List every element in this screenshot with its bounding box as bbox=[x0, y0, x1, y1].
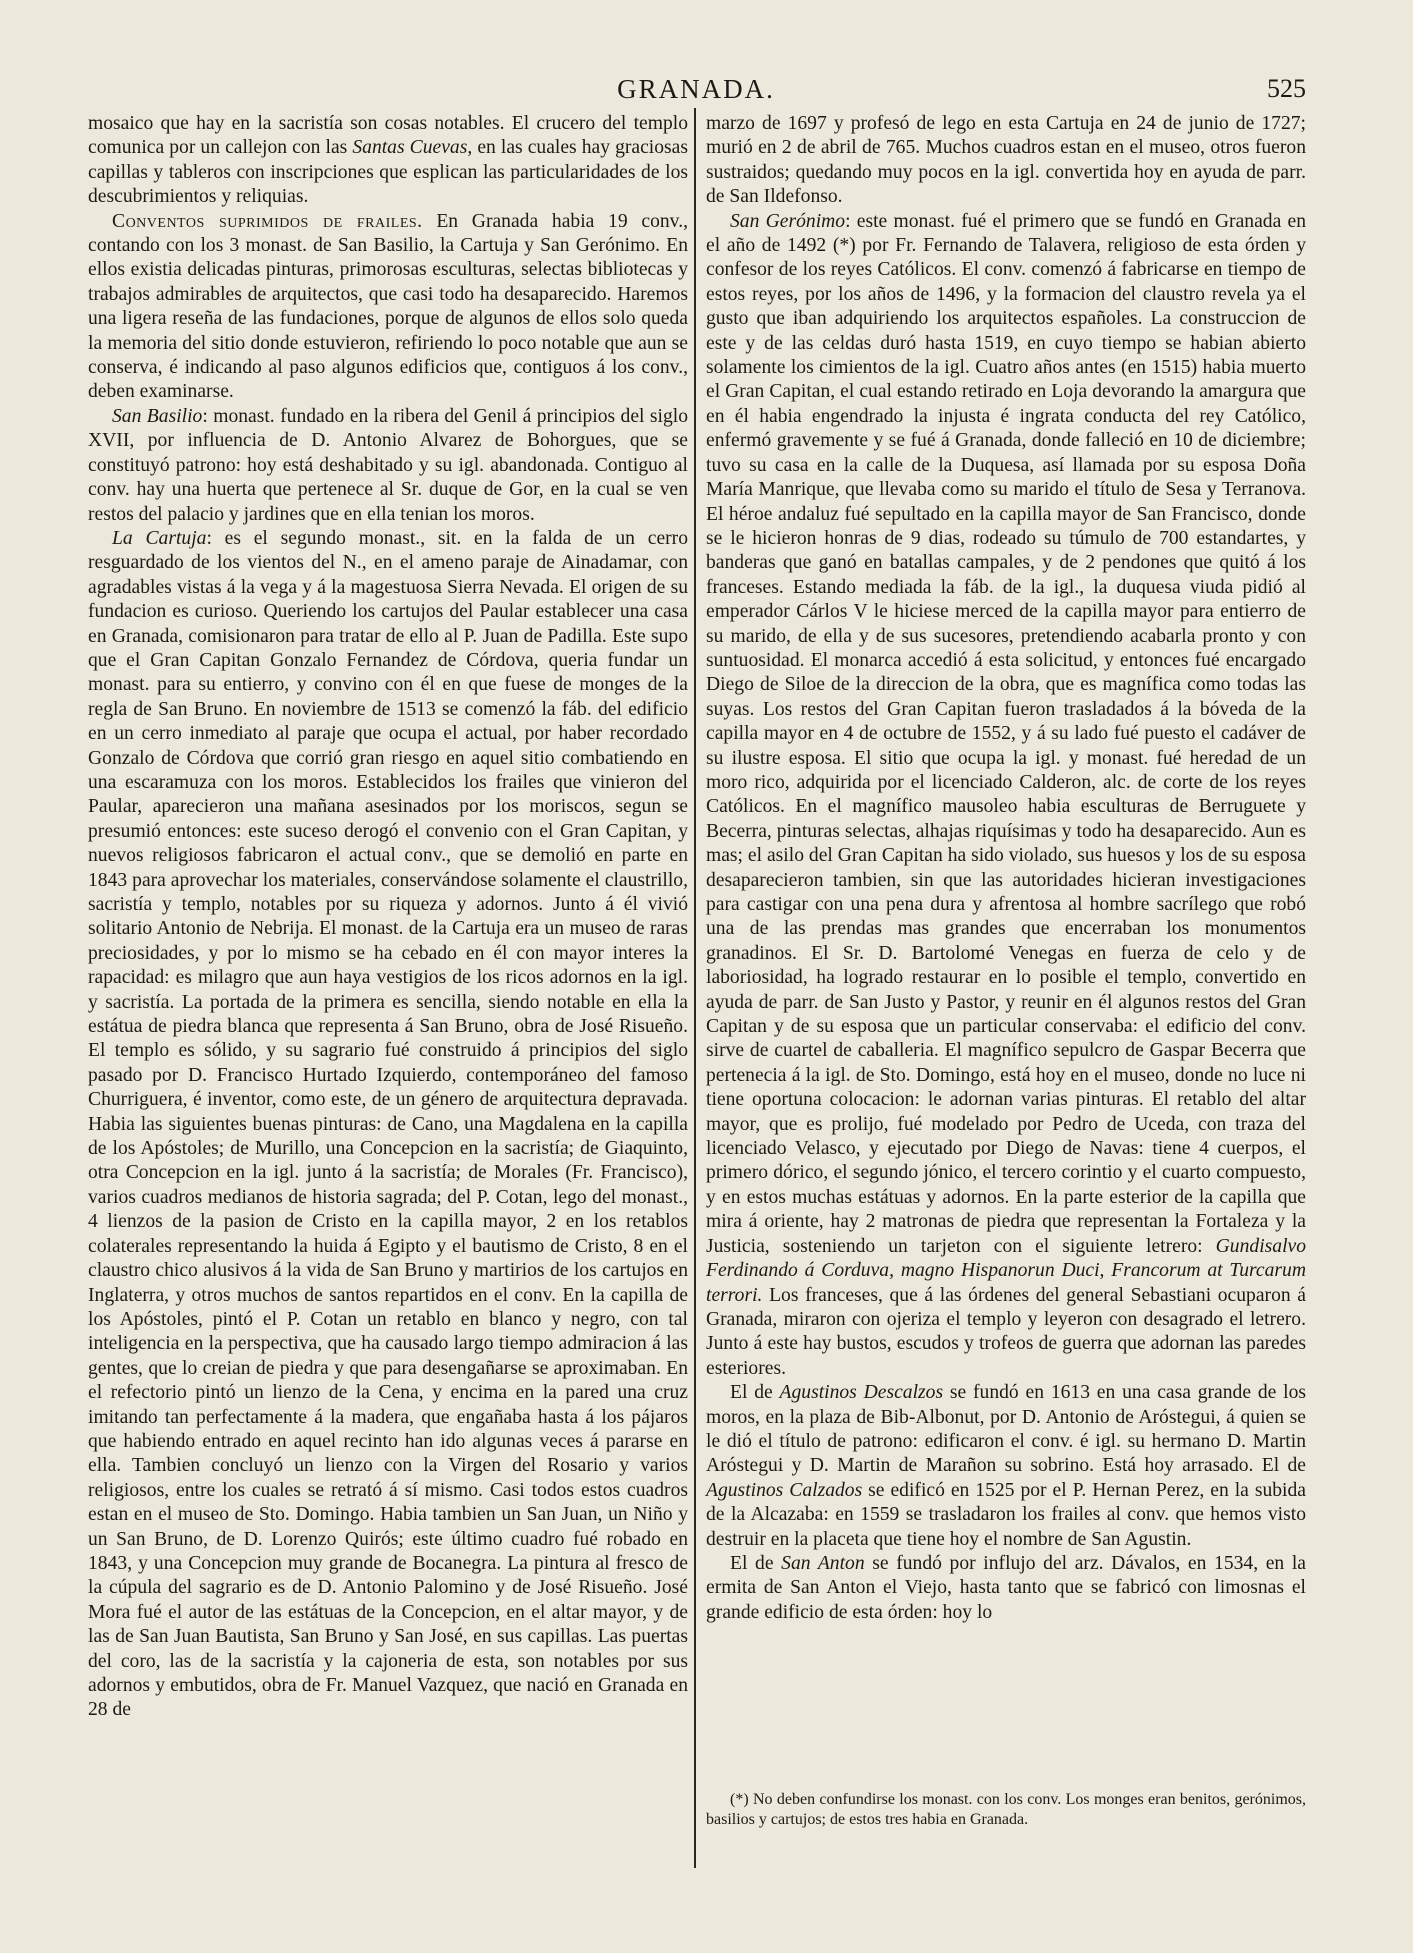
paragraph-text: marzo de 1697 y profesó de lego en esta Cartuja en 24 de junio de 1727; murió en 2 de abril de 765. Muchos cuadros estan en el museo, otros fueron sustraidos; quedando muy pocos en la igl. convertida hoy en ayuda de parr. de San Ildefonso. bbox=[706, 113, 1306, 208]
paragraph bbox=[88, 210, 688, 405]
paragraph bbox=[706, 1552, 1306, 1625]
right-column bbox=[706, 112, 1306, 1625]
page-number: 525 bbox=[1267, 74, 1306, 103]
paragraph-text: En Granada habia 19 conv., contando con los 3 monast. de San Basilio, la Cartuja y San Gerónimo. En ellos existia delicadas pinturas, primorosas esculturas, selectas bibliotecas y trabajos admirables de arquitectos, que casi todo ha desaparecido. Haremos una ligera reseña de las fundaciones, porque de algunos de ellos solo queda la memoria del sitio donde estuvieron, refiriendo lo poco notable que aun se conserva, é indicando al paso algunos edificios que, contiguos á los conv., deben examinarse. bbox=[88, 210, 688, 403]
paragraph-text: Los franceses, que á las órdenes del general Sebastiani ocuparon á Granada, miraron con ojeriza el templo y leyeron con desagrado el letrero. Junto á este hay bustos, escudos y trofeos de guerra que adornan las paredes esteriores. bbox=[706, 1284, 1306, 1379]
footnote-text: (*) No deben confundirse los monast. con los conv. Los monges eran benitos, gerónimos, basilios y cartujos; de estos tres habia en Granada. bbox=[706, 1791, 1306, 1828]
paragraph bbox=[706, 112, 1306, 210]
paragraph-text: : este monast. fué el primero que se fundó en Granada en el año de 1492 (*) por Fr. Fernando de Talavera, religioso de esta órden y confesor de los reyes Católicos. El conv. comenzó á fabricarse en tiempo de estos reyes, por los años de 1496, y la formacion del claustro revela ya el gusto que iban adquiriendo los arquitectos españoles. La construccion de este y de las celdas duró hasta 1519, en cuyo tiempo se habian abierto solamente los cimientos de la igl. Cuatro años antes (en 1515) habia muerto el Gran Capitan, el cual estando retirado en Loja devorando la amargura que en él habia engendrado la injusta é ingrata conducta del rey Católico, enfermó gravemente y se fué á Granada, donde falleció en 10 de diciembre; tuvo su casa en la calle de la Duquesa, así llamada por su esposa Doña María Manrique, que llevaba como su marido el título de Sesa y Terranova. El héroe andaluz fué sepultado en la capilla mayor de San Francisco, donde se le hicieron honras de 9 dias, rodeado su túmulo de 700 estandartes, y banderas que ganó en batallas campales, y de 2 pendones que quitó á los franceses. Estando mediada la fáb. de la igl., la duquesa viuda pidió al emperador Cárlos V le hiciese merced de la capilla mayor para entierro de su marido, de ella y de sus sucesores, pretendiendo acabarla pronto y con suntuosidad. El monarca accedió á esta solicitud, y entonces fué encargado Diego de Siloe de la direccion de la obra, que es magnífica como todas las suyas. Los restos del Gran Capitan fueron trasladados á la bóveda de la capilla mayor en 4 de octubre de 1552, y á su lado fué puesto el cadáver de su ilustre esposa. El sitio que ocupa la igl. y monast. fué heredad de un moro rico, adquirida por el licenciado Calderon, alc. de corte de los reyes Católicos. En el magnífico mausoleo habia esculturas de Berruguete y Becerra, pinturas selectas, alhajas riquísimas y todo ha desaparecido. Aun es mas; el asilo del Gran Capitan ha sido violado, sus huesos y los de su esposa desaparecieron tambien, sin que las autoridades hicieran investigaciones para castigar con una pena dura y afrentosa al hombre sacrílego que robó una de las prendas mas grandes que encerraban los monumentos granadinos. El Sr. D. Bartolomé Venegas en fuerza de celo y de laboriosidad, ha logrado restaurar en lo posible el templo, convertido en ayuda de parr. de San Justo y Pastor, y reunir en él algunos restos del Gran Capitan y de su esposa que un particular conservaba: el edificio del conv. sirve de cuartel de caballeria. El magnífico sepulcro de Gaspar Becerra que pertenecia á la igl. de Sto. Domingo, está hoy en el museo, donde no luce ni tiene oportuna colocacion: le adornan varias pinturas. El retablo del altar mayor, que es prolijo, fué modelado por Pedro de Uceda, con traza del licenciado Velasco, y ejecutado por Diego de Navas: tiene 4 cuerpos, el primero dórico, el segundo jónico, el tercero corintio y el cuarto compuesto, y en estos muchas estátuas y adornos. En la parte esterior de la capilla que mira á oriente, hay 2 matronas de piedra que representan la Fortaleza y la Justicia, sosteniendo un tarjeton con el siguiente letrero: bbox=[706, 210, 1307, 1257]
italic-term: La Cartuja bbox=[112, 527, 207, 549]
paragraph bbox=[88, 527, 688, 1723]
italic-term: Agustinos Descalzos bbox=[779, 1382, 944, 1404]
paragraph-text: se edificó en 1525 por el P. Hernan Perez, en la subida de la Alcazaba: en 1559 se trasladaron los frailes al conv. que hemos visto destruir en la placeta que tiene hoy el nombre de San Agustin. bbox=[706, 1479, 1306, 1550]
paragraph-text: : monast. fundado en la ribera del Genil á principios del siglo XVII, por influencia de D. Antonio Alvarez de Bohorgues, que se constituyó patrono: hoy está deshabitado y su igl. abandonada. Contiguo al conv. hay una huerta que pertenece al Sr. duque de Gor, en la cual se ven restos del palacio y jardines que en ella tenian los moros. bbox=[88, 405, 688, 525]
left-column bbox=[88, 112, 688, 1723]
paragraph-text: : es el segundo monast., sit. en la falda de un cerro resguardado de los vientos del N., en el ameno paraje de Ainadamar, con agradables vistas á la vega y á la magestuosa Sierra Nevada. El origen de su fundacion es curioso. Queriendo los cartujos del Paular establecer una casa en Granada, comisionaron para tratar de ello al P. Juan de Padilla. Este supo que el Gran Capitan Gonzalo Fernandez de Córdova, queria fundar un monast. para su entierro, y convino con él en que fuese de monges de la regla de San Bruno. En noviembre de 1513 se comenzó la fáb. del edificio en un cerro inmediato al paraje que ocupa el actual, por haber recordado Gonzalo de Córdova que corrió gran riesgo en aquel sitio combatiendo en una escaramuza con los moros. Establecidos los frailes que vinieron del Paular, aparecieron una mañana asesinados por los moriscos, segun se presumió entonces: este suceso derogó el convenio con el Gran Capitan, y nuevos religiosos fabricaron el actual conv., que se demolió en parte en 1843 para aprovechar los materiales, conservándose solamente el claustrillo, sacristía y templo, notables por su riqueza y adornos. Junto á él vivió solitario Antonio de Nebrija. El monast. de la Cartuja era un museo de raras preciosidades, y por lo mismo se ha cebado en él con mayor interes la rapacidad: es milagro que aun haya vestigios de los ricos adornos en la igl. y sacristía. La portada de la primera es sencilla, siendo notable en ella la estátua de piedra blanca que representa á San Bruno, obra de José Risueño. El templo es sólido, y su sagrario fué construido á principios del siglo pasado por D. Francisco Hurtado Izquierdo, contemporáneo del famoso Churriguera, é inventor, como este, de un género de arquitectura depravada. Habia las siguientes buenas pinturas: de Cano, una Magdalena en la capilla de los Apóstoles; de Murillo, una Concepcion en la sacristía; de Giaquinto, otra Concepcion en la igl. junto á la sacristía; de Morales (Fr. Francisco), varios cuadros medianos de historia sagrada; del P. Cotan, lego del monast., 4 lienzos de la pasion de Cristo en la capilla mayor, 2 en los retablos colaterales representando la huida á Egipto y el bautismo de Cristo, 8 en el claustro chico alusivos á la vida de San Bruno y martirios de los cartujos en Inglaterra, y otros muchos de santos repartidos en el conv. En la capilla de los Apóstoles, pintó el P. Cotan un retablo en blanco y negro, con tal inteligencia en la perspectiva, que ha causado largo tiempo admiracion á las gentes, que lo creian de piedra y que para desengañarse se aproximaban. En el refectorio pintó un lienzo de la Cena, y encima en la pared una cruz imitando tan perfectamente á la madera, que engañaba hasta á los pájaros que habiendo entrado en aquel recinto han ido algunas veces á pararse en ella. Tambien concluyó un lienzo con la Virgen del Rosario y varios religiosos, entre los cuales se retrató á sí mismo. Casi todos estos cuadros estan en el museo de Sto. Domingo. Habia tambien un San Juan, un Niño y un San Bruno, de D. Lorenzo Quirós; este último cuadro fué robado en 1843, y una Concepcion muy grande de Bocanegra. La pintura al fresco de la cúpula del sagrario es de D. Antonio Palomino y de José Risueño. José Mora fué el autor de las estátuas de la Concepcion, en el altar mayor, y de las de San Juan Bautista, San Bruno y San José, en sus capillas. Las puertas del coro, las de la sacristía y la cajoneria de esta, son notables por sus adornos y embutidos, obra de Fr. Manuel Vazquez, que nació en Granada en 28 de bbox=[88, 527, 688, 1721]
italic-term: San Basilio bbox=[112, 405, 203, 427]
running-title: GRANADA. bbox=[617, 74, 775, 104]
italic-term: San Anton bbox=[781, 1552, 865, 1574]
italic-term: Santas Cuevas bbox=[352, 137, 468, 159]
footnote bbox=[706, 1790, 1306, 1830]
paragraph-text: El de bbox=[730, 1382, 780, 1404]
paragraph bbox=[706, 1381, 1306, 1552]
italic-term: Agustinos Calzados bbox=[706, 1479, 863, 1501]
paragraph-text: se fundó por influjo del arz. Dávalos, en 1534, en la ermita de San Anton el Viejo, hasta tanto que se fabricó con limosnas el grande edificio de esta órden: hoy lo bbox=[706, 1552, 1306, 1623]
italic-term: San Gerónimo bbox=[730, 210, 846, 232]
column-divider bbox=[694, 108, 696, 1868]
paragraph bbox=[88, 112, 688, 210]
paragraph bbox=[88, 405, 688, 527]
italic-inscription: Gundisalvo Ferdinando á Corduva, magno Hispanorun Duci, Francorum at Turcarum terrori. bbox=[706, 1235, 1306, 1306]
paragraph-text: El de bbox=[730, 1552, 782, 1574]
paragraph-text: , en las cuales hay graciosas capillas y tableros con inscripciones que esplican las particularidades de los descubrimientos y reliquias. bbox=[88, 137, 688, 208]
paragraph-text: se fundó en 1613 en una casa grande de los moros, en la plaza de Bib-Albonut, por D. Antonio de Aróstegui, á quien se le dió el título de patrono: edificaron el conv. é igl. su hermano D. Martin Aróstegui y D. Martin de Marañon su sobrino. Está hoy arrasado. El de bbox=[706, 1382, 1306, 1477]
page-header bbox=[86, 74, 1306, 104]
section-heading: Conventos suprimidos de frailes. bbox=[112, 210, 423, 232]
paragraph bbox=[706, 210, 1306, 1382]
paragraph-text: mosaico que hay en la sacristía son cosas notables. El crucero del templo comunica por un callejon con las bbox=[88, 113, 688, 159]
